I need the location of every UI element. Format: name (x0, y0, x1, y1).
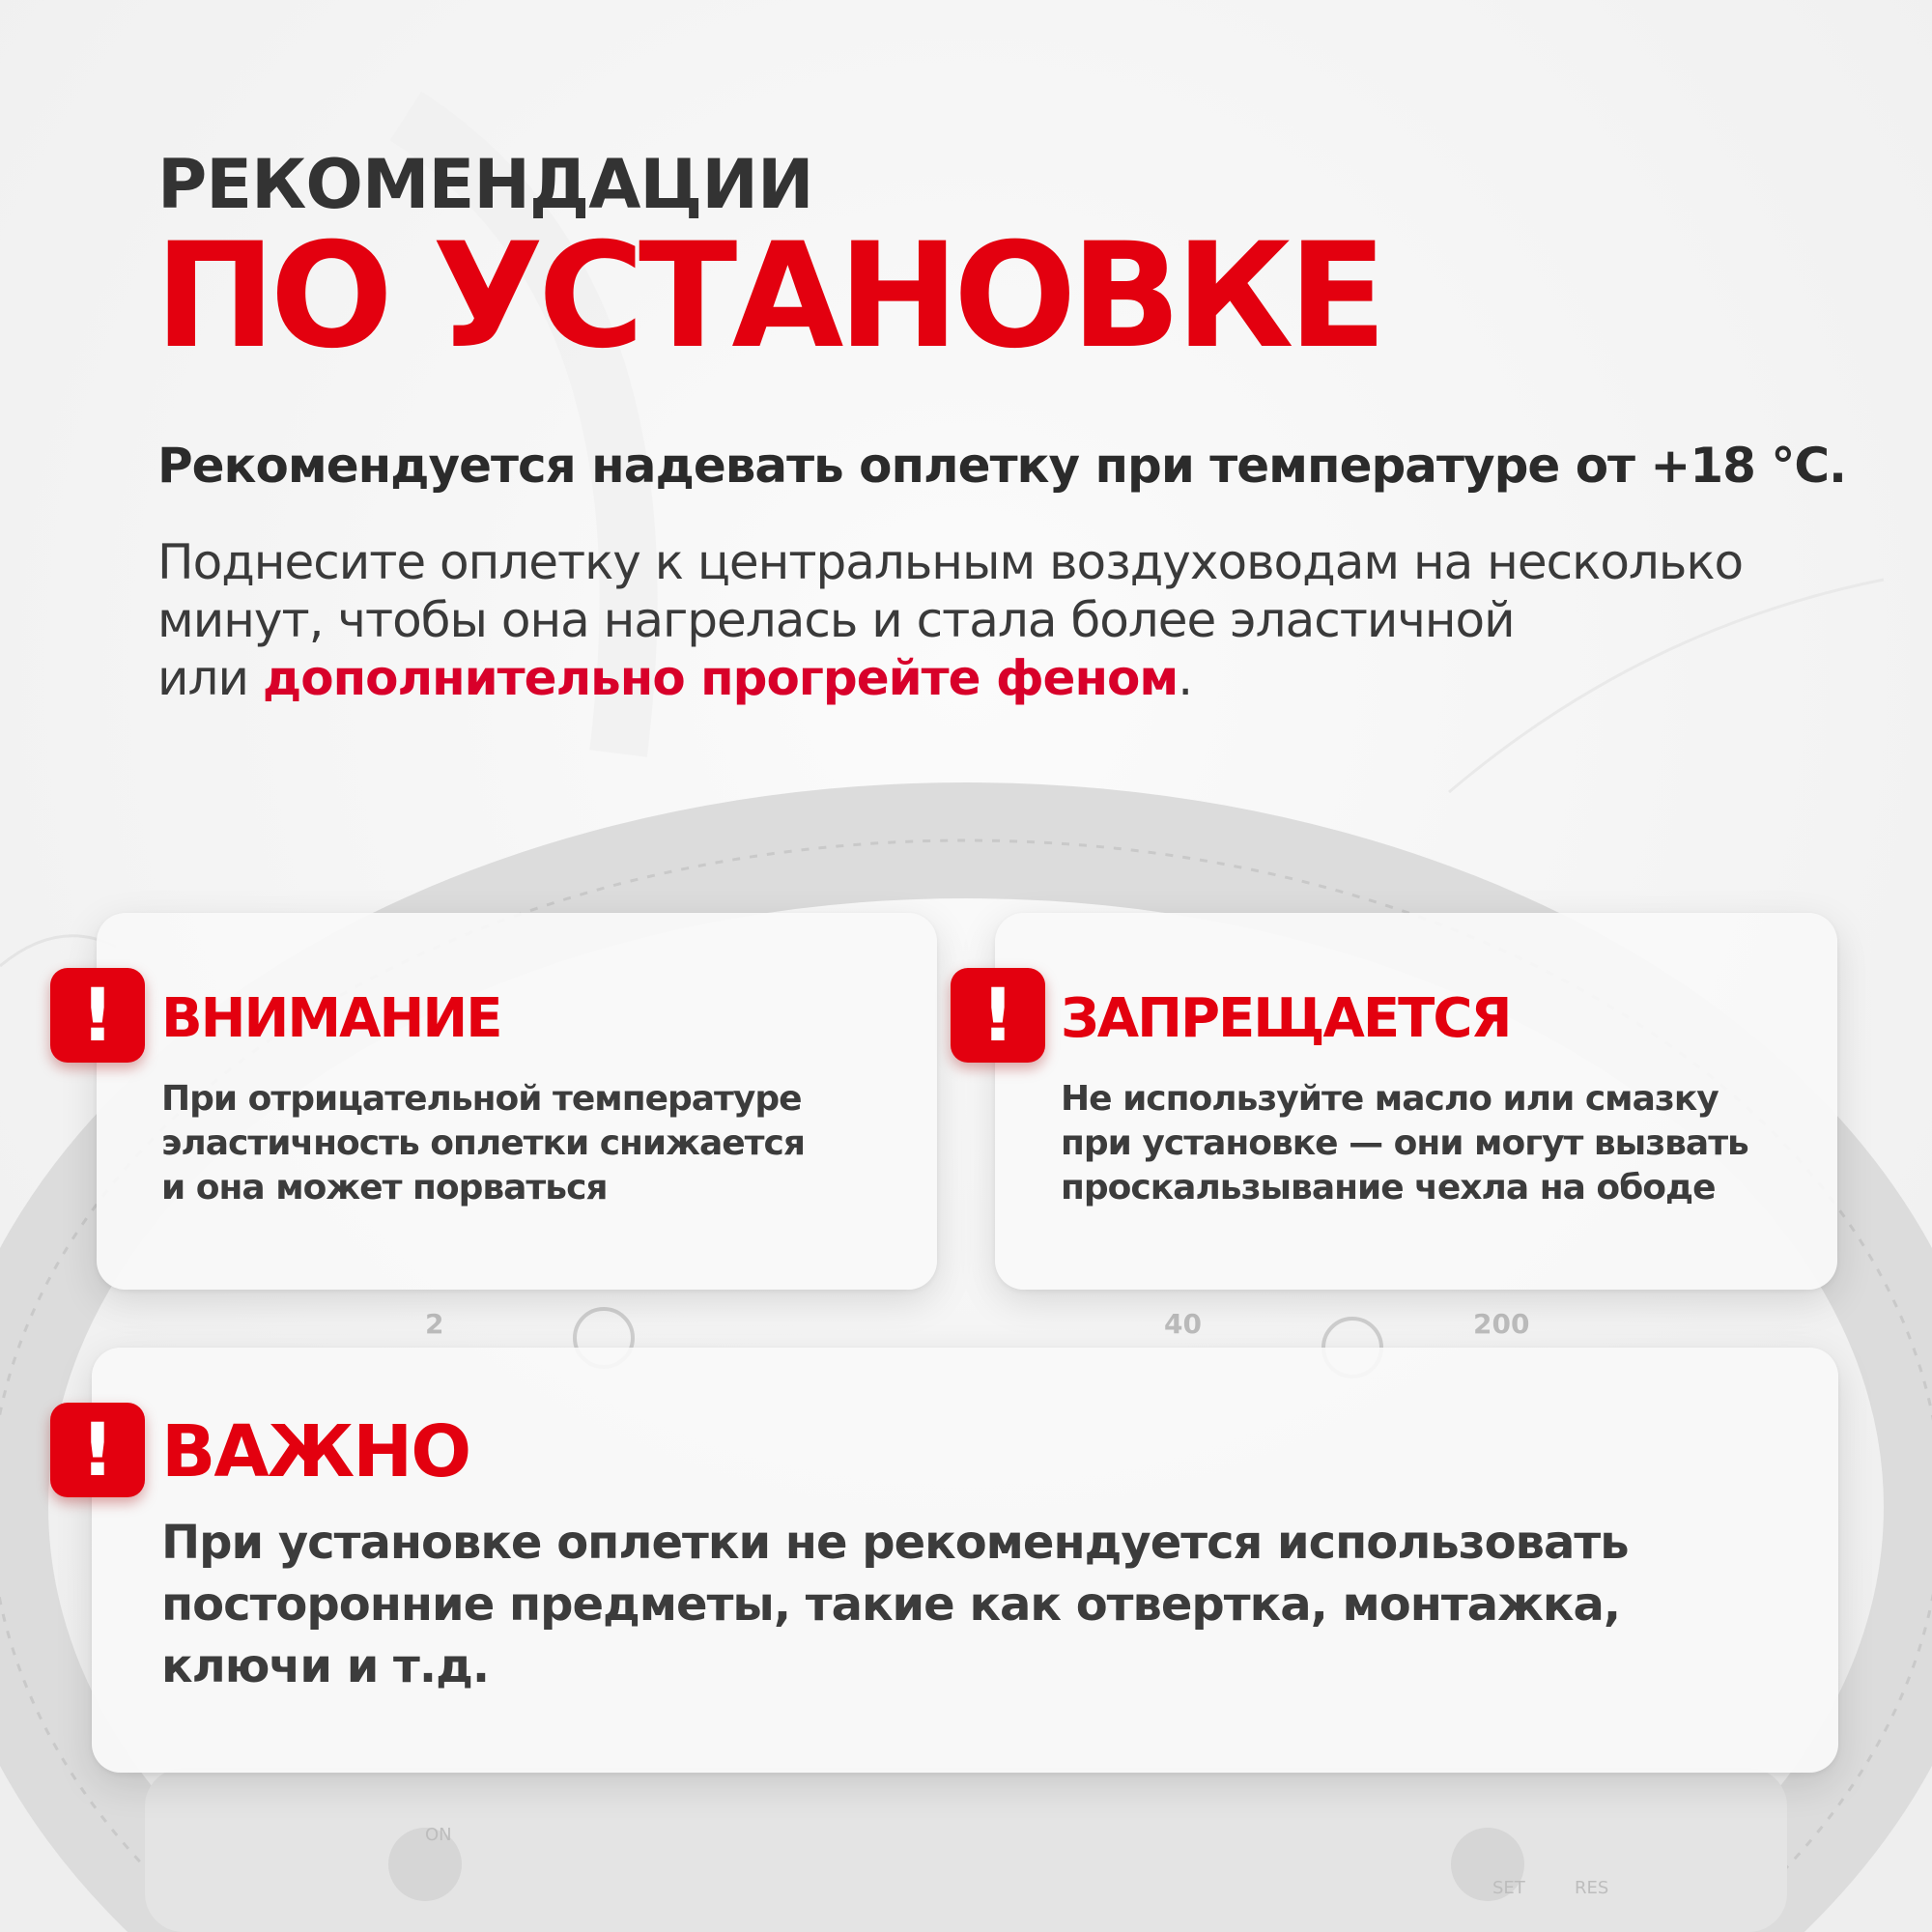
warning-icon: ! (50, 1403, 145, 1497)
important-line-1: При установке оплетки не рекомендуется использовать (161, 1516, 1629, 1570)
attention-line-1: При отрицательной температуре (161, 1079, 802, 1119)
instruction-line-1: Поднесите оплетку к центральным воздуховодам на несколько (157, 534, 1744, 590)
attention-line-3: и она может порваться (161, 1168, 608, 1208)
instruction-suffix: . (1178, 650, 1193, 706)
gauge-label-left: 2 (425, 1308, 444, 1340)
page-subtitle: РЕКОМЕНДАЦИИ (157, 145, 813, 224)
warning-icon: ! (951, 968, 1045, 1063)
warning-icon: ! (50, 968, 145, 1063)
forbidden-line-1: Не используйте масло или смазку (1061, 1079, 1719, 1119)
instruction-line-2: минут, чтобы она нагрелась и стала более эластичной (157, 592, 1515, 648)
important-text (161, 1512, 1629, 1697)
wheel-button-set: SET (1492, 1878, 1525, 1898)
forbidden-line-2: при установке — они могут вызвать (1061, 1123, 1748, 1163)
important-title: ВАЖНО (161, 1410, 470, 1493)
instruction-prefix: или (157, 650, 263, 706)
temperature-recommendation: Рекомендуется надевать оплетку при температуре от +18 °С. (157, 438, 1847, 494)
gauge-label-mid: 40 (1164, 1308, 1202, 1340)
forbidden-line-3: проскальзывание чехла на ободе (1061, 1168, 1716, 1208)
important-line-3: ключи и т.д. (161, 1639, 490, 1693)
page-title: ПО УСТАНОВКЕ (155, 213, 1381, 381)
important-line-2: посторонние предметы, такие как отвертка, монтажка, (161, 1577, 1621, 1632)
forbidden-title: ЗАПРЕЩАЕТСЯ (1061, 987, 1511, 1050)
warming-instructions (157, 533, 1819, 707)
gauge-label-right: 200 (1473, 1308, 1530, 1340)
attention-title: ВНИМАНИЕ (161, 987, 501, 1050)
forbidden-text (1061, 1077, 1748, 1210)
wheel-button-on: ON (425, 1825, 452, 1845)
instruction-line-3 (157, 649, 1819, 707)
attention-text (161, 1077, 805, 1210)
instruction-highlight: дополнительно прогрейте феном (262, 650, 1179, 706)
attention-line-2: эластичность оплетки снижается (161, 1123, 805, 1163)
wheel-button-res: RES (1575, 1878, 1609, 1898)
